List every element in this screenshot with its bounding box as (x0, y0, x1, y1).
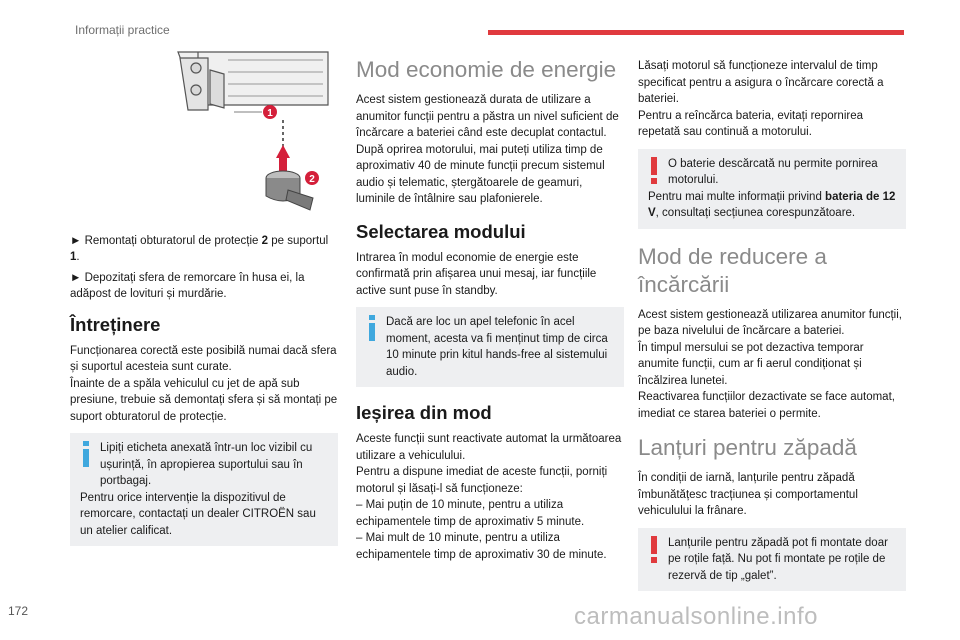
svg-text:2: 2 (309, 174, 315, 185)
energy-economy-text-1: Acest sistem gestionează durata de utilizare a anumitor funcții pentru a păstra un nivel suficient de încărcare a bateriei când este decuplat contactul. (356, 94, 619, 139)
section-title-snow-chains: Lanțuri pentru zăpadă (638, 435, 857, 460)
header-title: Informații practice (75, 23, 170, 37)
section-title-load-reduction: Mod de reducere a încărcării (638, 243, 827, 297)
heading-mode-selection: Selectarea modului (356, 220, 526, 242)
header-accent-bar (488, 30, 904, 35)
snow-chains-text: În condiții de iarnă, lanțurile pentru zăpadă îmbunătățesc tracțiunea și comportamentul vehiculului la frânare. (638, 472, 858, 517)
maintenance-text-2: Înainte de a spăla vehiculul cu jet de apă sub presiune, trebuie să demontați sfera și să montați pe suport obturatorul de protecție. (70, 377, 338, 423)
heading-exit-mode: Ieșirea din mod (356, 402, 492, 423)
callout-2-marker (305, 171, 319, 185)
energy-economy-text-2: După oprirea motorului, mai puteți utiliza timp de aproximativ 40 de minute funcții precum sistemul audio și telematic, ștergătoarele de geamuri, luminile de întâlnire sau plafonierele. (356, 143, 605, 205)
warning-box-battery: O baterie descărcată nu permite pornirea motorului. Pentru mai multe informații privind bateria de 12 V, consultați secțiunea corespunzătoare. (638, 149, 906, 229)
mode-selection-text: Intrarea în modul economie de energie este confirmată prin afișarea unui mesaj, iar funcțiile active sunt puse în standby. (356, 251, 597, 297)
load-reduction-text-2: În timpul mersului se pot dezactiva temporar anumite funcții, cum ar fi aerul condiționat și încălzirea lunetei. (638, 341, 864, 387)
maintenance-text-1: Funcționarea corectă este posibilă numai dacă sfera și suportul acesteia sunt curate. (70, 344, 337, 373)
section-title-energy-economy: Mod economie de energie (356, 57, 617, 82)
callout-1-marker (263, 105, 277, 119)
info-icon (366, 315, 378, 343)
instruction-refit-cap: ► Remontați obturatorul de protecție 2 pe suportul 1. (70, 234, 329, 263)
info-icon (80, 441, 92, 469)
info-box-label: Lipiți eticheta anexată într-un loc vizibil cu ușurință, în apropierea suportului sau în portbagaj. Pentru orice intervenție la dispozitivul de remorcare, contactați un dealer CITROËN sau un atelier calificat. (70, 433, 338, 546)
heading-maintenance: Întreținere (70, 313, 161, 335)
towball-illustration (138, 50, 338, 215)
exit-mode-text-2: Pentru a dispune imediat de aceste funcții, porniți motorul și lăsați-l să funcționeze: (356, 466, 608, 495)
page-number: 172 (8, 604, 29, 618)
exit-mode-item-2: – Mai mult de 10 minute, pentru a utiliza echipamentele timp de aproximativ 30 de minute. (356, 532, 607, 561)
warning-icon (648, 157, 660, 185)
warning-icon (648, 536, 660, 564)
column-left (70, 46, 338, 556)
exit-mode-item-1: – Mai puțin de 10 minute, pentru a utiliza echipamentele timp de aproximativ 5 minute. (356, 499, 585, 528)
svg-text:1: 1 (267, 108, 273, 119)
exit-mode-text-1: Aceste funcții sunt reactivate automat la următoarea utilizare a vehiculului. (356, 433, 622, 462)
load-reduction-text-3: Reactivarea funcțiilor dezactivate se face automat, imediat ce starea bateriei o permite. (638, 391, 895, 420)
watermark: carmanualsonline.info (574, 603, 818, 630)
column-middle (356, 56, 624, 563)
column-right (638, 58, 906, 601)
battery-text-2: Pentru a reîncărca bateria, evitați repornirea repetată sau continuă a motorului. (638, 109, 864, 138)
instruction-store-ball: ► Depozitați sfera de remorcare în husa ei, la adăpost de lovituri și murdărie. (70, 271, 305, 300)
battery-text-1: Lăsați motorul să funcționeze intervalul de timp specificat pentru a asigura o încărcare corectă a bateriei. (638, 60, 884, 105)
info-box-phone-call: Dacă are loc un apel telefonic în acel moment, acesta va fi menținut timp de circa 10 minute prin kitul hands-free al sistemului audio. (356, 307, 624, 387)
warning-box-snow-chains: Lanțurile pentru zăpadă pot fi montate doar pe roțile față. Nu pot fi montate pe roțile de rezervă de tip „galet”. (638, 528, 906, 592)
load-reduction-text-1: Acest sistem gestionează utilizarea anumitor funcții, pe baza nivelului de încărcare a bateriei. (638, 308, 902, 337)
